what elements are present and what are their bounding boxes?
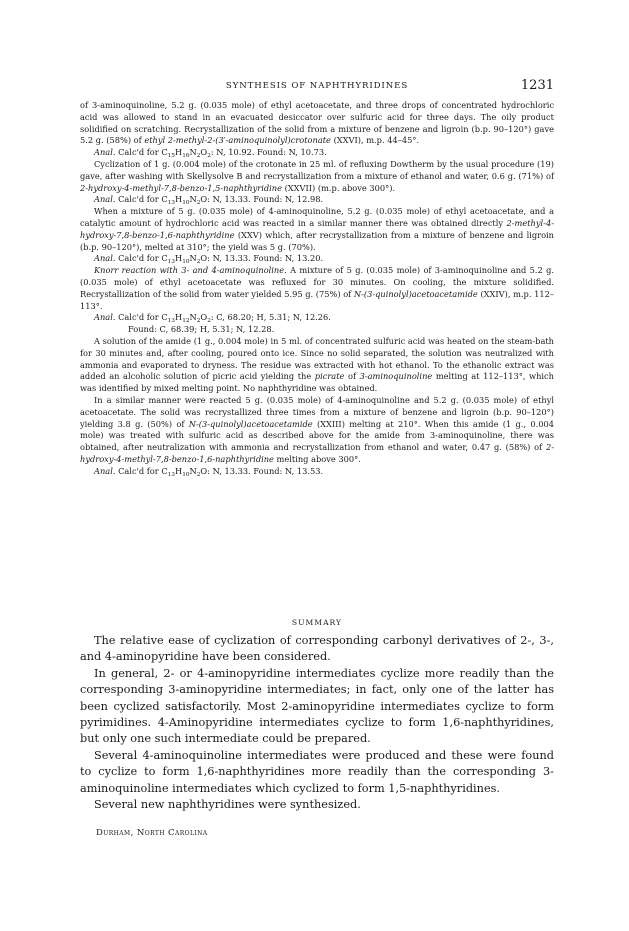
- analysis-xxiv-calc: Anal. Calc'd for $C_{13}H_{12}N_2O_2$: C, 68.20; H, 5.31; N, 12.26.: [94, 312, 331, 325]
- paragraph-4-aminoquinoline-reaction: When a mixture of 5 g. (0.035 mole) of 4-aminoquinoline, 5.2 g. (0.035 mole) of ethyl acetoacetate, and a catalytic amount of hydrochloric acid was reacted in a similar manner there was obtained directly 2-methyl-4-hydroxy-7,8-benzo-1,6-naphthyridine (XXV) which, after recrystallization from a mixture of benzene and ligroin (b.p. 90–120°), melted at 310°; the yield was 5 g. (70%).: [80, 206, 554, 252]
- summary-heading: SUMMARY: [291, 618, 343, 627]
- analysis-xxvii: Anal. Calc'd for $C_{13}H_{10}N_2O$: N, 13.33. Found: N, 12.98.: [94, 194, 324, 207]
- paragraph-crotonate-cyclization: Cyclization of 1 g. (0.004 mole) of the crotonate in 25 ml. of refluxing Dowtherm by the usual procedure (19) gave, after washing with Skellysolve B and recrystallization from a mixture of ethanol and water, 0.6 g. (71%) of 2-hydroxy-4-methyl-7,8-benzo-1,5-naphthyridine (XXVII) (m.p. above 300°).: [80, 158, 554, 193]
- author-location: Durham, North Carolina: [96, 828, 208, 838]
- paragraph-knorr-reaction: Knorr reaction with 3- and 4-aminoquinoline. A mixture of 5 g. (0.035 mole) of 3-aminoquinoline and 5.2 g. (0.035 mole) of ethyl acetoacetate was refluxed for 30 minutes. On cooling, the mixture solidified. Recrystallization of the solid from water yielded 5.95 g. (75%) of N-(3-quinolyl)acetoacetamide (XXIV), m.p. 112–113°.: [80, 265, 555, 311]
- analysis-xxvi: Anal. Calc'd for $C_{15}H_{16}N_2O_2$: N, 10.92. Found: N, 10.73.: [94, 147, 327, 160]
- experimental-text: [80, 100, 554, 478]
- paragraph-crotonate-prep: of 3-aminoquinoline, 5.2 g. (0.035 mole) of ethyl acetoacetate, and three drops of concentrated hydrochloric acid was allowed to stand in an evacuated desiccator over sulfuric acid for three days. The oily product solidified on scratching. Recrystallization of the solid from a mixture of benzene and ligroin (b.p. 90–120°) gave 5.2 g. (58%) of ethyl 2-methyl-2-(3′-aminoquinolyl)crotonate (XXVI), m.p. 44–45°.: [80, 100, 554, 146]
- summary-paragraph: In general, 2- or 4-aminopyridine intermediates cyclize more readily than the corresponding 3-aminopyridine intermediates; in fact, only one of the latter has been cyclized satisfactorily. Most 2-aminopyridine intermediates cyclize to form pyrimidines. 4-Aminopyridine intermediates cyclize to form 1,6-naphthyridines, but only one such intermediate could be prepared.: [80, 666, 554, 746]
- page-header: [80, 78, 554, 96]
- analysis-xxv: Anal. Calc'd for $C_{13}H_{10}N_2O$: N, 13.33. Found: N, 13.20.: [94, 253, 324, 266]
- page-number: 1231: [520, 78, 554, 93]
- summary-paragraph: The relative ease of cyclization of corresponding carbonyl derivatives of 2-, 3-, and 4-aminopyridine have been considered.: [80, 634, 554, 664]
- paragraph-4-aminoquinoline-amide: In a similar manner were reacted 5 g. (0.035 mole) of 4-aminoquinoline and 5.2 g. (0.035 mole) of ethyl acetoacetate. The solid was recrystallized three times from a mixture of benzene and ligroin (b.p. 90–120°) yielding 3.8 g. (50%) of N-(3-quinolyl)acetoacetamide (XXIII) melting at 210°. When this amide (1 g., 0.004 mole) was treated with sulfuric acid as described above for the amide from 3-aminoquinoline, there was obtained, after neutralization with ammonia and recrystallization from ethanol and water, 0.47 g. (58%) of 2-hydroxy-4-methyl-7,8-benzo-1,6-naphthyridine melting above 300°.: [80, 394, 554, 464]
- analysis-final: Anal. Calc'd for $C_{13}H_{10}N_2O$: N, 13.33. Found: N, 13.53.: [94, 465, 324, 478]
- paragraph-amide-sulfuric-acid: A solution of the amide (1 g., 0.004 mole) in 5 ml. of concentrated sulfuric acid was heated on the steam-bath for 30 minutes and, after cooling, poured onto ice. Since no solid separated, the solution was neutralized with ammonia and evaporated to dryness. The residue was extracted with hot ethanol. To the ethanolic extract was added an alcoholic solution of picric acid yielding the picrate of 3-aminoquinoline melting at 112–113°, which was identified by mixed melting point. No naphthyridine was obtained.: [80, 335, 554, 394]
- summary-paragraph: Several 4-aminoquinoline intermediates were produced and these were found to cyclize to form 1,6-naphthyridines more readily than the corresponding 3-aminoquinoline intermediates which cyclized to form 1,5-naphthyridines.: [80, 748, 554, 795]
- analysis-xxiv-found: Found: C, 68.39; H, 5.31; N, 12.28.: [128, 324, 275, 335]
- running-title: SYNTHESIS OF NAPHTHYRIDINES: [225, 81, 409, 91]
- summary-section: [80, 633, 554, 813]
- summary-paragraph: Several new naphthyridines were synthesized.: [94, 798, 361, 812]
